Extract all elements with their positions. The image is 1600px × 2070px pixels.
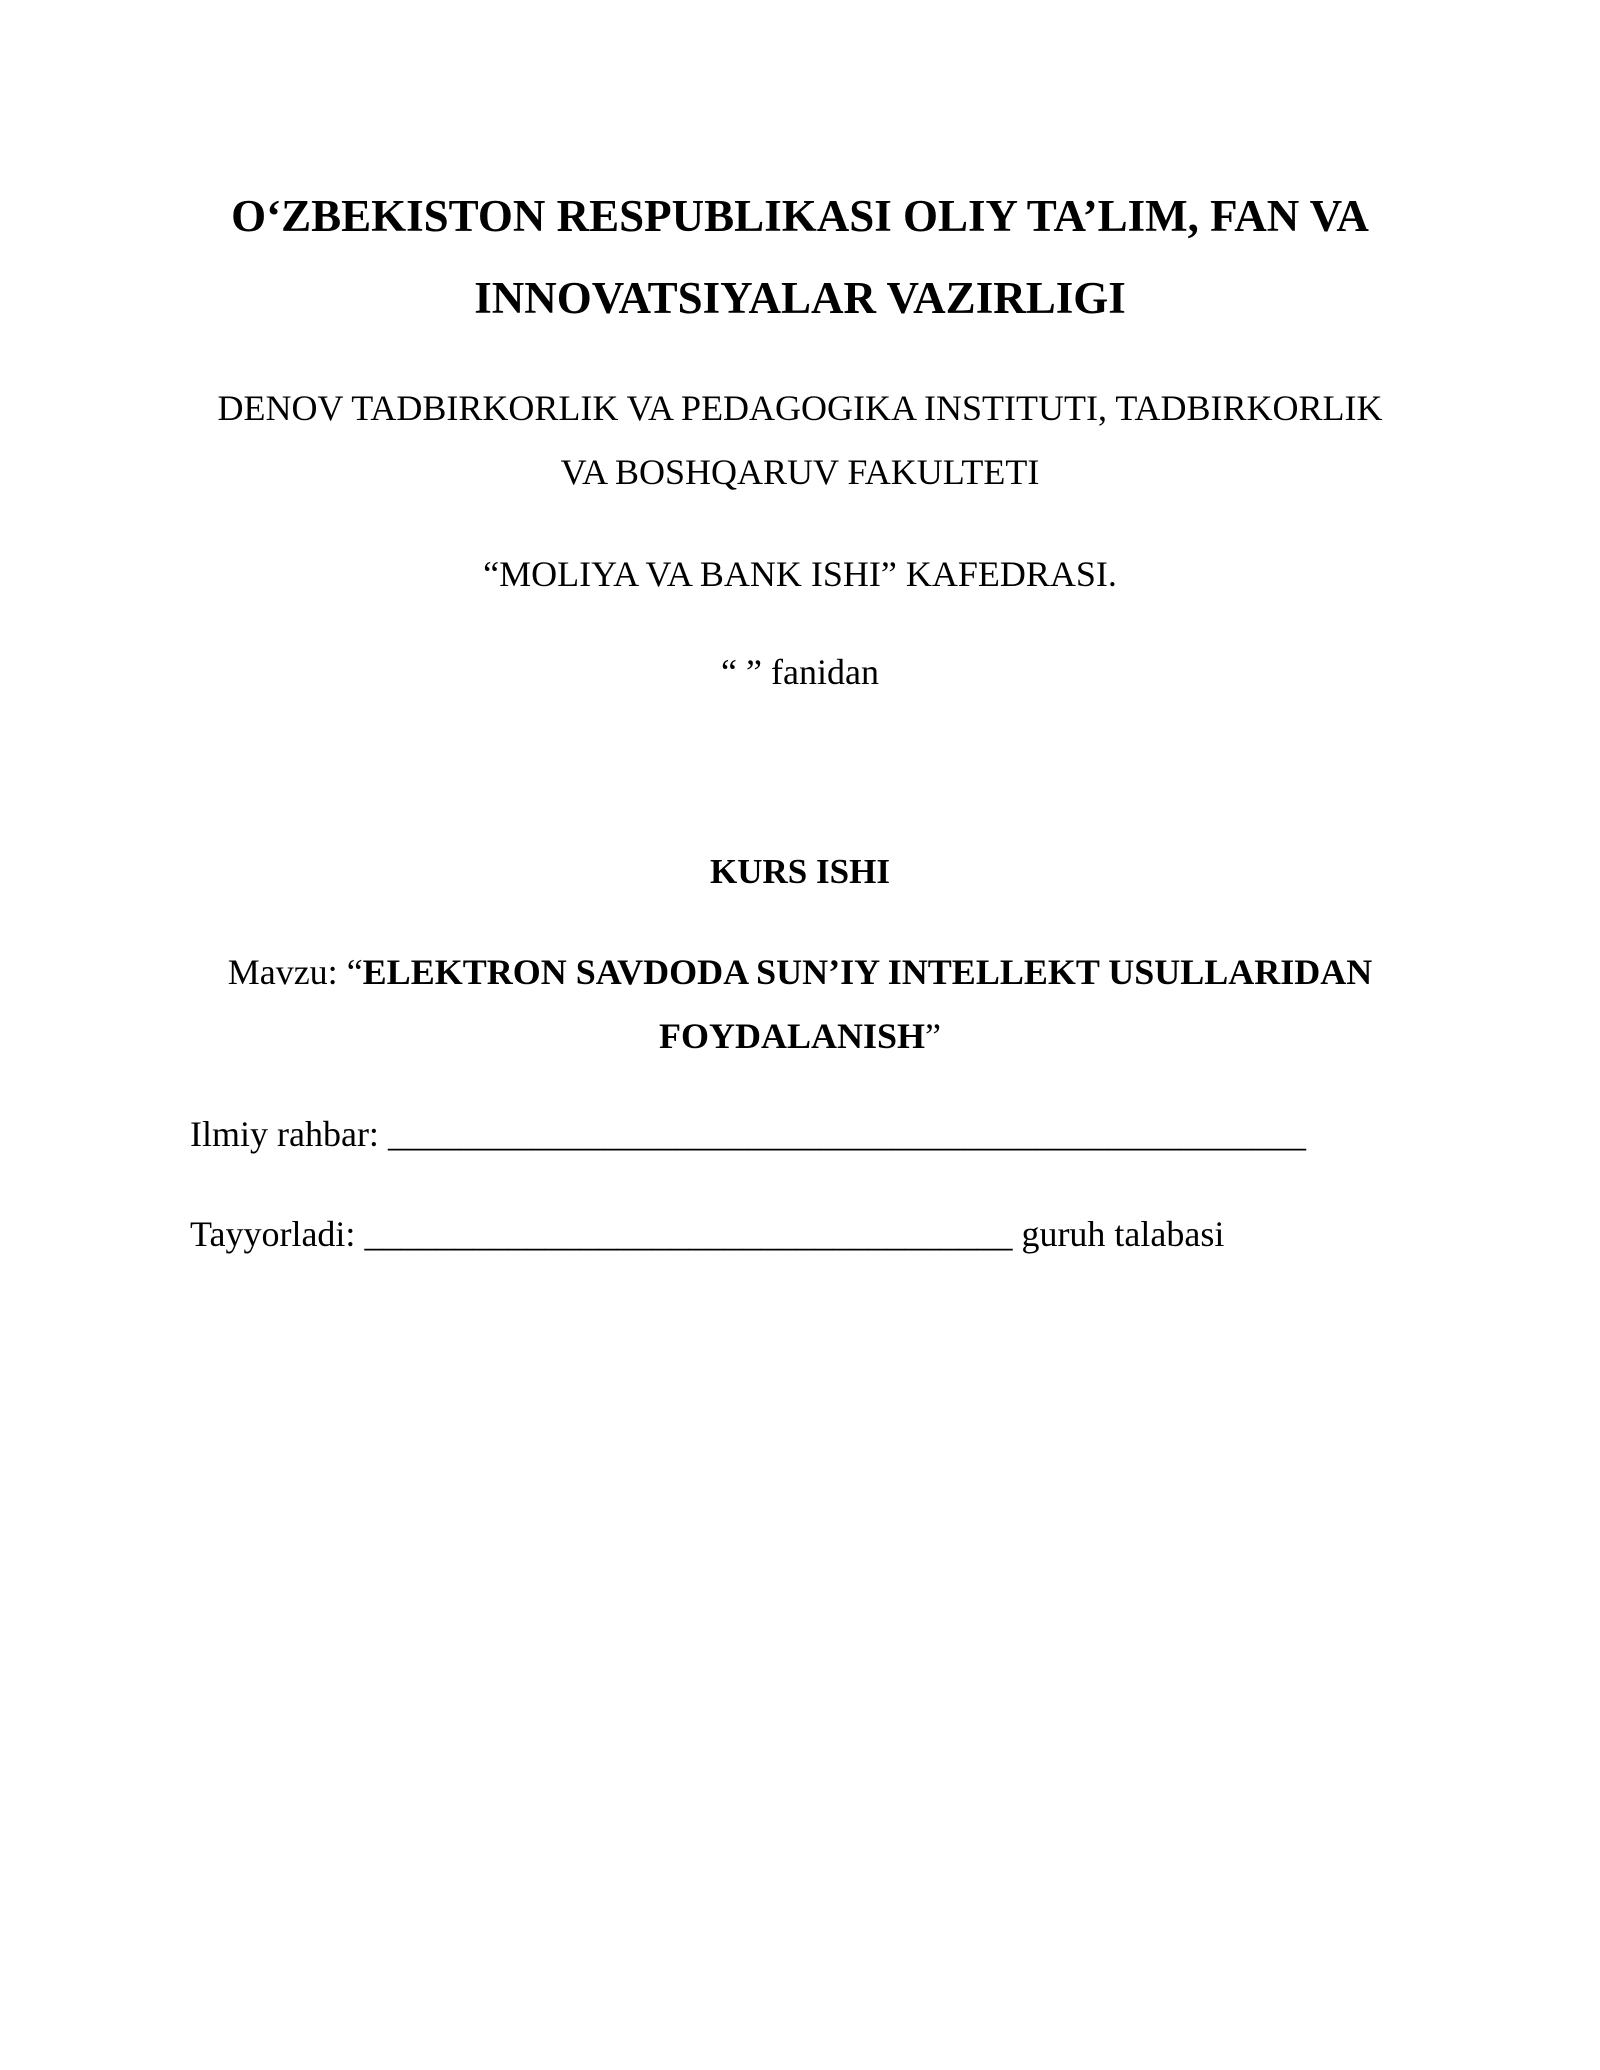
prepared-by-label: Tayyorladi: bbox=[190, 1214, 365, 1254]
kafedra-name: “MOLIYA VA BANK ISHI” KAFEDRASI. bbox=[483, 554, 1117, 594]
group-student-suffix: guruh talabasi bbox=[1012, 1214, 1225, 1254]
subject-line: “ ” fanidan bbox=[721, 652, 879, 692]
ministry-title-line-1: O‘ZBEKISTON RESPUBLIKASI OLIY TA’LIM, FAN VA bbox=[231, 191, 1369, 241]
ministry-title-line-2: INNOVATSIYALAR VAZIRLIGI bbox=[474, 273, 1126, 323]
supervisor-blank: ___________________________________________________ bbox=[387, 1114, 1306, 1154]
topic-line-2 bbox=[0, 1014, 1600, 1058]
prepared-by-line bbox=[190, 1212, 1224, 1256]
institute-line-2: VA BOSHQARUV FAKULTETI bbox=[560, 452, 1040, 492]
institute-line-1: DENOV TADBIRKORLIK VA PEDAGOGIKA INSTITUTI, TADBIRKORLIK bbox=[217, 388, 1383, 428]
topic-line-1 bbox=[0, 950, 1600, 994]
topic-title-part-2: FOYDALANISH bbox=[658, 1016, 926, 1056]
supervisor-line bbox=[190, 1112, 1306, 1156]
topic-label: Mavzu: “ bbox=[227, 952, 363, 992]
document-type-heading: KURS ISHI bbox=[710, 852, 890, 891]
topic-title-part-1: ELEKTRON SAVDODA SUN’IY INTELLEKT USULLARIDAN bbox=[362, 952, 1373, 992]
prepared-by-blank: ____________________________________ bbox=[364, 1214, 1013, 1254]
topic-close-quote: ” bbox=[925, 1016, 941, 1056]
supervisor-label: Ilmiy rahbar: bbox=[190, 1114, 388, 1154]
